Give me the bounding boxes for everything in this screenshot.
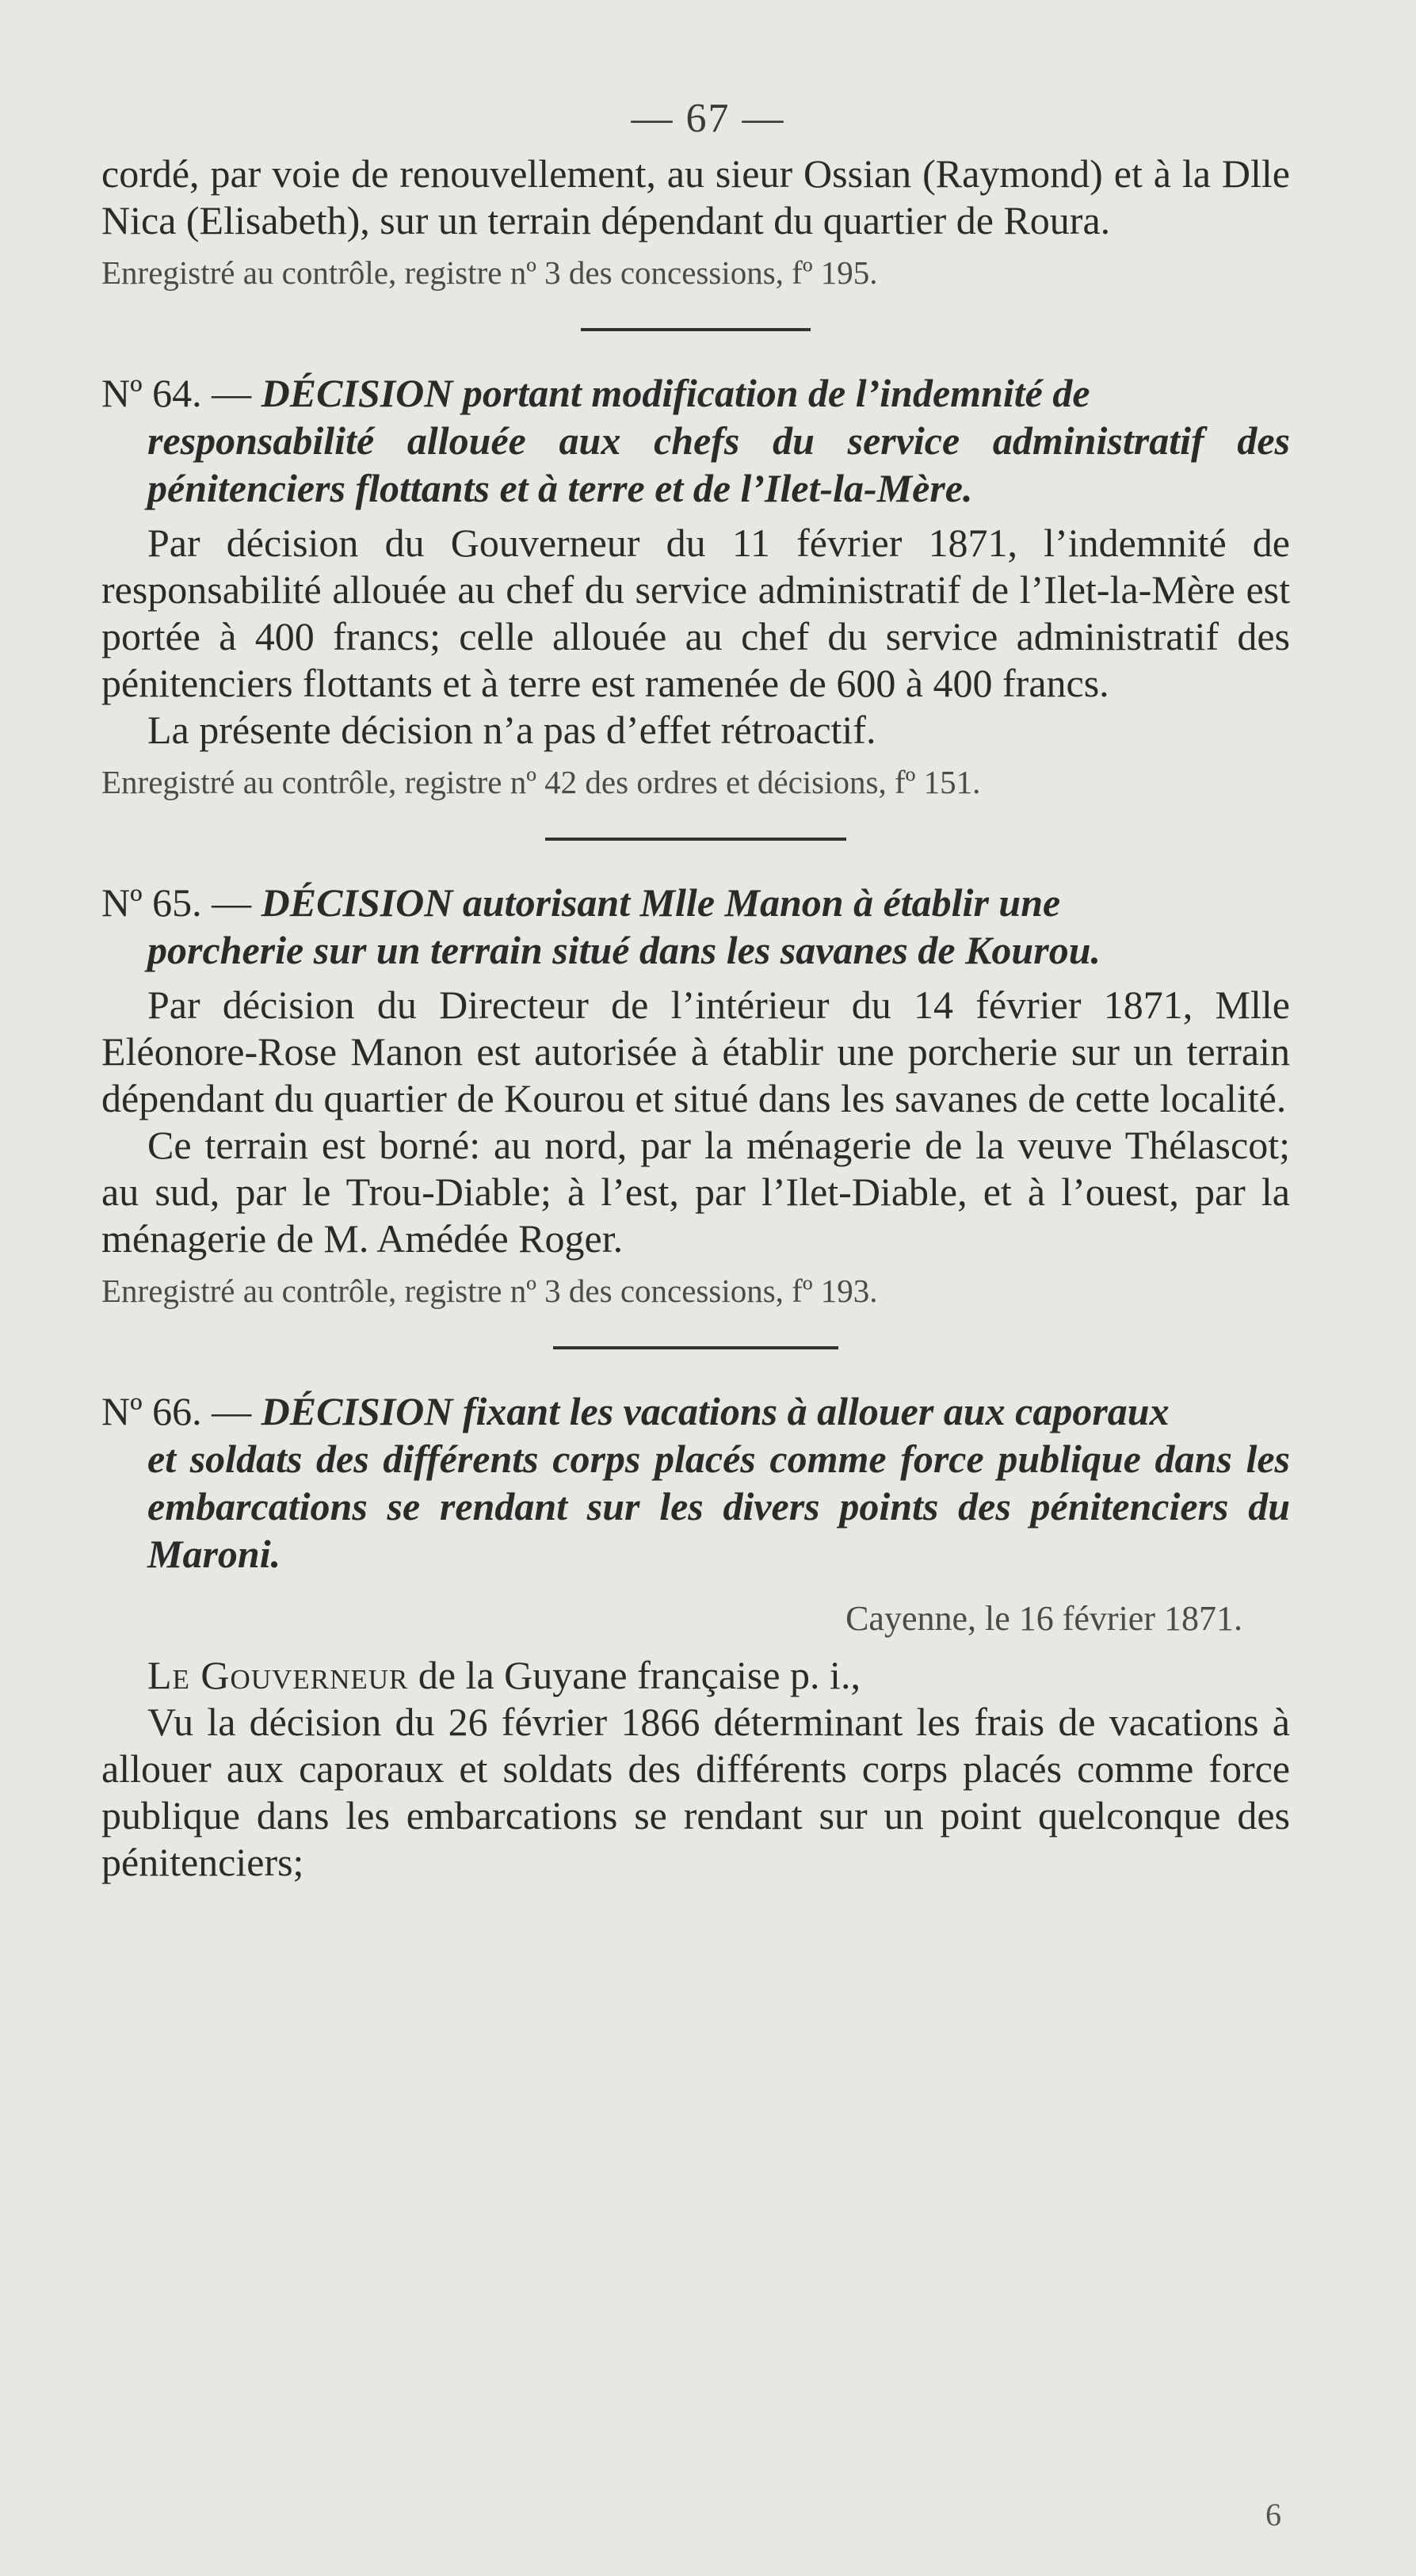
decision-65-registration: Enregistré au contrôle, registre nº 3 des concessions, fº 193. [101, 1273, 878, 1309]
signature-mark: 6 [1265, 2497, 1281, 2532]
decision-66-paragraph-1: Vu la décision du 26 février 1866 déterminant les frais de vacations à allouer aux caporaux et soldats des différents corps placés comme force publique dans les embarcations se rendant sur un point quelconque des pénitenciers; [101, 1700, 1290, 1884]
decision-66-title-rest: et soldats des différents corps placés comme force publique dans les embarcations se rendant sur les divers points des pénitenciers du Maroni. [147, 1437, 1290, 1576]
intro-section [101, 151, 1290, 292]
section-divider [553, 1346, 838, 1349]
decision-64-paragraph-1: Par décision du Gouverneur du 11 février 1871, l’indemnité de responsabilité allouée au chef du service administratif de l’Ilet-la-Mère est portée à 400 francs; celle allouée au chef du service administratif des pénitenciers flottants et à terre est ramenée de 600 à 400 francs. [101, 521, 1290, 705]
decision-66-date: Cayenne, le 16 février 1871. [845, 1599, 1242, 1638]
decision-64-title-lead: DÉCISION portant modification de l’indemnité de [261, 371, 1090, 415]
decision-65-paragraph-2: Ce terrain est borné: au nord, par la ménagerie de la veuve Thélascot; au sud, par le Trou-Diable; à l’est, par l’Ilet-Diable, et à l’ouest, par la ménagerie de M. Amédée Roger. [101, 1123, 1290, 1261]
decision-65-paragraph-1: Par décision du Directeur de l’intérieur du 14 février 1871, Mlle Eléonore-Rose Manon est autorisée à établir une porcherie sur un terrain dépendant du quartier de Kourou et situé dans les savanes de cette localité. [101, 983, 1290, 1120]
decision-64 [101, 369, 1290, 801]
decision-64-registration: Enregistré au contrôle, registre nº 42 des ordres et décisions, fº 151. [101, 764, 981, 800]
decision-65-number: Nº 65. — [101, 880, 252, 925]
decision-65-title-rest: porcherie sur un terrain situé dans les savanes de Kourou. [147, 928, 1101, 972]
decision-66-title-lead: DÉCISION fixant les vacations à allouer aux caporaux [261, 1389, 1170, 1433]
decision-64-title-rest: responsabilité allouée aux chefs du service administratif des pénitenciers flottants et à terre et de l’Ilet-la-Mère. [147, 418, 1290, 510]
decision-66-opening [101, 1652, 1290, 1699]
intro-registration: Enregistré au contrôle, registre nº 3 des concessions, fº 195. [101, 254, 878, 291]
decision-64-number: Nº 64. — [101, 371, 252, 415]
decision-65 [101, 879, 1290, 1310]
decision-64-paragraph-2: La présente décision n’a pas d’effet rétroactif. [147, 708, 876, 752]
intro-paragraph: cordé, par voie de renouvellement, au sieur Ossian (Raymond) et à la Dlle Nica (Elisabeth), sur un terrain dépendant du quartier de Roura. [101, 151, 1290, 242]
page-body [101, 151, 1290, 1886]
decision-66-heading [101, 1387, 1290, 1578]
page-number: — 67 — [631, 96, 785, 141]
section-divider [545, 838, 846, 841]
decision-65-title-lead: DÉCISION autorisant Mlle Manon à établir une [261, 880, 1061, 925]
decision-64-heading [101, 369, 1290, 512]
decision-66-number: Nº 66. — [101, 1389, 252, 1433]
governor-title-rest: de la Guyane française p. i., [408, 1653, 861, 1697]
decision-65-heading [101, 879, 1290, 974]
decision-66 [101, 1387, 1290, 1886]
governor-title: Le Gouverneur [147, 1653, 409, 1697]
section-divider [581, 328, 811, 331]
